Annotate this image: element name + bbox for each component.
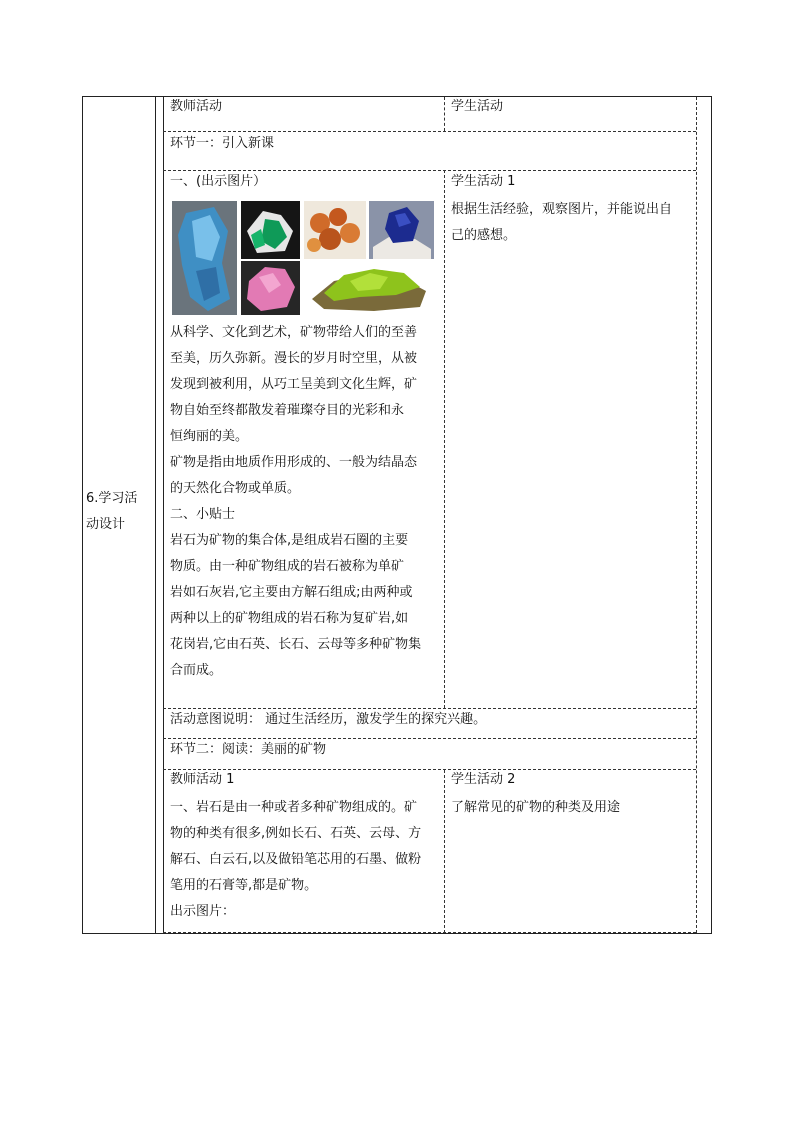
- text-line: 笔用的石膏等,都是矿物。: [170, 878, 318, 893]
- student-activity-title: 学生活动 1: [451, 174, 516, 189]
- text-line: 物自始至终都散发着璀璨夺目的光彩和永: [170, 403, 405, 418]
- stage-title: 环节一：引入新课: [170, 136, 275, 151]
- teacher-activity-title: 教师活动 1: [170, 772, 235, 787]
- student-activity-title: 学生活动 2: [451, 772, 516, 787]
- blue-mineral-image: [172, 201, 237, 315]
- activity-intent: 活动意图说明： 通过生活经历，激发学生的探究兴趣。: [170, 712, 487, 727]
- section-label-line: 6.学习活: [86, 491, 138, 506]
- text-line: 的天然化合物或单质。: [170, 481, 301, 496]
- text-line: 岩石为矿物的集合体,是组成岩石圈的主要: [170, 533, 409, 548]
- student-activity-header: 学生活动: [451, 99, 504, 114]
- text-line: 解石、白云石,以及做铅笔芯用的石墨、做粉: [170, 852, 422, 867]
- text-line: 花岗岩,它由石英、长石、云母等多种矿物集: [170, 637, 422, 652]
- text-line: 从科学、文化到艺术，矿物带给人们的至善: [170, 325, 418, 340]
- dark-blue-mineral-image: [369, 201, 434, 259]
- text-line: 岩如石灰岩,它主要由方解石组成;由两种或: [170, 585, 413, 600]
- grid-line: [163, 769, 696, 770]
- yellow-green-mineral-image: [304, 261, 434, 315]
- grid-line: [163, 932, 696, 933]
- stage-title: 环节二：阅读：美丽的矿物: [170, 742, 327, 757]
- step-heading: 二、小贴士: [170, 507, 236, 522]
- text-line: 合而成。: [170, 663, 223, 678]
- teacher-activity-header: 教师活动: [170, 99, 223, 114]
- text-line: 发现到被利用，从巧工呈美到文化生辉，矿: [170, 377, 418, 392]
- text-line: 出示图片：: [170, 904, 236, 919]
- student-activity-text: [451, 197, 672, 249]
- column-divider: [163, 96, 164, 934]
- green-crystal-image: [241, 201, 300, 259]
- text-line: 两种以上的矿物组成的岩石称为复矿岩,如: [170, 611, 409, 626]
- text-line: 根据生活经验，观察图片，并能说出自: [451, 202, 673, 217]
- student-activity-text: 了解常见的矿物的种类及用途: [451, 800, 621, 815]
- grid-line: [444, 170, 445, 708]
- text-line: 物质。由一种矿物组成的岩石被称为单矿: [170, 559, 405, 574]
- orange-crystal-image: [304, 201, 366, 259]
- text-line: 恒绚丽的美。: [170, 429, 249, 444]
- intro-paragraph: [170, 320, 421, 684]
- pink-mineral-image: [241, 261, 300, 315]
- text-line: 一、岩石是由一种或者多种矿物组成的。矿: [170, 800, 418, 815]
- grid-line: [696, 97, 697, 933]
- text-line: 物的种类有很多,例如长石、石英、云母、方: [170, 826, 422, 841]
- text-line: 矿物是指由地质作用形成的、一般为结晶态: [170, 455, 418, 470]
- section-label-line: 动设计: [86, 517, 126, 532]
- section-label: [86, 486, 156, 538]
- step-heading: 一、(出示图片）: [170, 174, 267, 189]
- grid-line: [444, 770, 445, 933]
- grid-line: [444, 97, 445, 131]
- text-line: 至美，历久弥新。漫长的岁月时空里，从被: [170, 351, 418, 366]
- text-line: 己的感想。: [451, 228, 517, 243]
- teacher-activity-text: [170, 795, 421, 925]
